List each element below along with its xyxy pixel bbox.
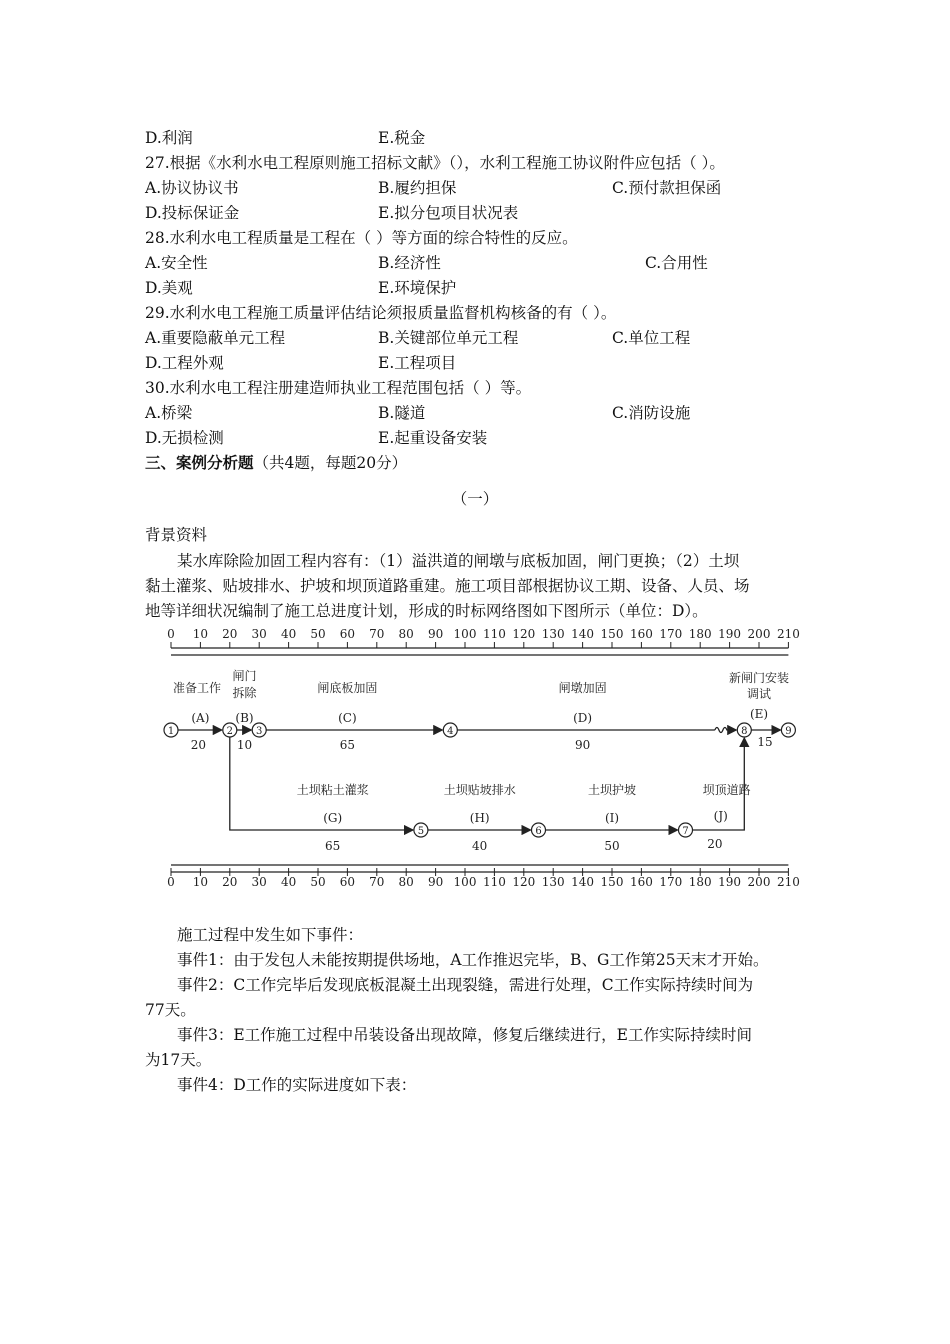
axis-tick-label: 190 [718,875,742,889]
events-intro: 施工过程中发生如下事件： [177,926,364,944]
section-3-note: （共4题，每题20分） [253,454,408,472]
axis-tick-label: 20 [222,875,238,889]
axis-tick-label: 160 [629,627,653,641]
node-number: 1 [167,726,175,737]
axis-tick-label: 10 [192,627,209,641]
activity-name-part: 调试 [746,687,772,701]
q26-option-d: D.利润 [145,129,193,147]
bottom-time-axis [167,865,800,889]
q27-option-a: A.协议协议书 [145,179,239,197]
axis-tick-label: 100 [453,627,477,641]
q30-stem: 30.水利水电工程注册建造师执业工程范围包括（ ）等。 [145,379,532,397]
case-number: （一） [451,490,499,508]
activity-name: 闸底板加固 [317,681,378,695]
activity-duration: 20 [190,738,207,752]
axis-tick-label: 140 [571,627,595,641]
node-number: 4 [447,726,454,737]
activity-name: 土坝护坡 [587,783,637,797]
q27-option-d: D.投标保证金 [145,204,240,222]
q29-option-e: E.工程项目 [378,354,457,372]
axis-tick-label: 90 [427,627,444,641]
activity-duration: 15 [757,735,773,749]
q29-stem: 29.水利水电工程施工质量评估结论须报质量监督机构核备的有（ ）。 [145,304,617,322]
arrow-d-free-float [715,728,736,733]
axis-tick-label: 150 [600,627,624,641]
axis-tick-label: 140 [571,875,595,889]
axis-tick-label: 90 [427,875,444,889]
q28-stem: 28.水利水电工程质量是工程在（ ）等方面的综合特性的反应。 [145,229,578,247]
q29-option-a: A.重要隐蔽单元工程 [145,329,286,347]
case-paragraph-line-1: 某水库除险加固工程内容有：（1）溢洪道的闸墩与底板加固，闸门更换；（2）土坝 [177,552,740,570]
event-2-line-2: 77天。 [145,1001,196,1019]
activity-code: (C) [338,711,357,725]
activity-name: 准备工作 [172,681,222,695]
node-number: 5 [417,826,425,837]
activity-name: 土坝贴坡排水 [443,783,516,797]
axis-tick-label: 190 [718,627,742,641]
axis-tick-label: 100 [453,875,477,889]
q30-option-e: E.起重设备安装 [378,429,488,447]
q26-option-e: E.税金 [378,129,426,147]
event-3-line-1: 事件3：E工作施工过程中吊装设备出现故障，修复后继续进行，E工作实际持续时间 [177,1026,752,1044]
axis-tick-label: 10 [192,875,209,889]
q27-option-c: C.预付款担保函 [612,179,722,197]
q28-option-a: A.安全性 [145,254,208,272]
section-3-heading [145,452,407,474]
activity-code: (A) [191,711,210,725]
axis-tick-label: 60 [339,627,356,641]
axis-tick-label: 170 [659,627,683,641]
time-scaled-network-diagram [150,622,820,902]
activity-duration: 90 [574,738,591,752]
axis-tick-label: 70 [369,875,385,889]
axis-tick-label: 160 [629,875,653,889]
node-number: 2 [226,726,233,737]
axis-tick-label: 180 [688,875,712,889]
activity-name-part: 闸门 [232,669,257,683]
q27-option-e: E.拟分包项目状况表 [378,204,519,222]
case-paragraph-line-3: 地等详细状况编制了施工总进度计划，形成的时标网络图如下图所示（单位：D）。 [145,602,708,620]
event-1: 事件1：由于发包人未能按期提供场地，A工作推迟完毕，B、G工作第25天末才开始。 [177,951,769,969]
activity-code: (D) [573,711,593,725]
activity-name-part: 拆除 [232,686,257,700]
activity-name: 闸墩加固 [558,681,607,695]
q27-stem: 27.根据《水利水电工程原则施工招标文献》（），水利工程施工协议附件应包括（ ）。 [145,154,725,172]
event-4: 事件4：D工作的实际进度如下表： [177,1076,417,1094]
q29-option-b: B.关键部位单元工程 [378,329,519,347]
axis-tick-label: 80 [398,875,414,889]
axis-tick-label: 30 [251,627,267,641]
activity-code: (E) [749,707,769,721]
node-number: 9 [785,726,792,737]
axis-tick-label: 120 [512,875,536,889]
event-2-line-1: 事件2：C工作完毕后发现底板混凝土出现裂缝，需进行处理，C工作实际持续时间为 [177,976,754,994]
q29-option-c: C.单位工程 [612,329,691,347]
event-3-line-2: 为17天。 [145,1051,212,1069]
activity-code: (H) [469,811,490,825]
q30-option-c: C.消防设施 [612,404,691,422]
activity-duration: 20 [707,837,723,851]
activity-duration: 50 [604,839,620,853]
activity-name-part: 新闸门安装 [728,671,790,685]
activity-name: 土坝粘土灌浆 [296,783,369,797]
axis-tick-label: 40 [280,627,297,641]
axis-tick-label: 80 [398,627,414,641]
section-3-title: 三、案例分析题 [145,453,254,472]
axis-tick-label: 50 [310,875,326,889]
activity-code: (B) [235,711,254,725]
axis-tick-label: 200 [747,627,771,641]
q28-option-c: C.合用性 [645,254,708,272]
axis-tick-label: 50 [310,627,326,641]
q30-option-b: B.隧道 [378,404,426,422]
axis-tick-label: 150 [600,875,624,889]
axis-tick-label: 170 [659,875,683,889]
axis-tick-label: 120 [512,627,536,641]
activity-duration: 10 [236,738,253,752]
activity-name [729,670,789,701]
q30-option-d: D.无损检测 [145,429,224,447]
axis-tick-label: 110 [482,627,506,641]
top-time-axis [167,627,800,655]
node-number: 7 [682,826,689,837]
axis-tick-label: 0 [167,627,175,641]
activity-name [232,668,257,700]
node-number: 6 [535,826,542,837]
case-paragraph-line-2: 黏土灌浆、贴坡排水、护坡和坝顶道路重建。施工项目部根据协议工期、设备、人员、场 [145,577,750,595]
activity-code: (I) [604,811,620,825]
q28-option-e: E.环境保护 [378,279,457,297]
activity-name: 坝顶道路 [702,783,751,797]
q30-option-a: A.桥梁 [145,404,193,422]
axis-tick-label: 210 [776,875,800,889]
activity-labels [172,668,792,853]
q28-option-b: B.经济性 [378,254,441,272]
axis-tick-label: 200 [747,875,771,889]
activity-duration: 40 [472,839,488,853]
axis-tick-label: 40 [280,875,297,889]
axis-tick-label: 30 [251,875,267,889]
axis-tick-label: 20 [222,627,238,641]
q29-option-d: D.工程外观 [145,354,224,372]
axis-tick-label: 130 [541,627,565,641]
axis-tick-label: 0 [167,875,175,889]
axis-tick-label: 210 [776,627,800,641]
axis-tick-label: 130 [541,875,565,889]
q28-option-d: D.美观 [145,279,193,297]
axis-tick-label: 70 [369,627,385,641]
node-number: 8 [741,726,748,737]
node-number: 3 [256,726,263,737]
axis-tick-label: 60 [339,875,356,889]
q27-option-b: B.履约担保 [378,179,457,197]
axis-tick-label: 180 [688,627,712,641]
activity-duration: 65 [325,839,341,853]
activity-code: (G) [323,811,343,825]
background-label: 背景资料 [145,526,208,544]
activity-code: (J) [713,809,728,823]
activity-duration: 65 [339,738,356,752]
axis-tick-label: 110 [482,875,506,889]
